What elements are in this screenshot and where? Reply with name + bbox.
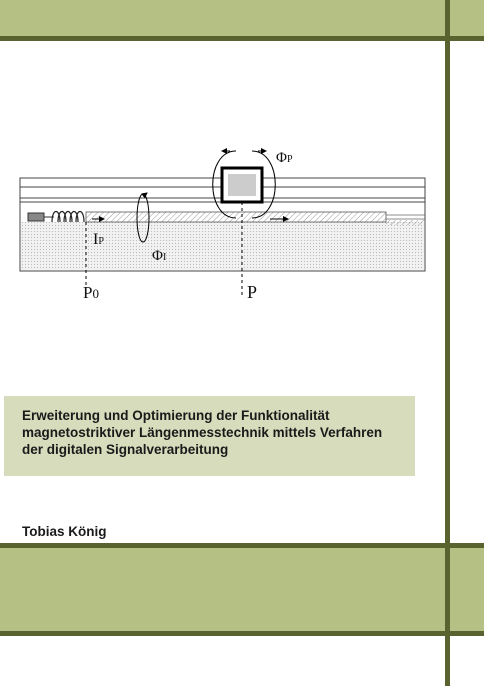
label-current: IP — [93, 231, 104, 248]
label-flux-current: ΦI — [152, 248, 167, 264]
author-name: Tobias König — [22, 524, 107, 539]
label-zero-point: P0 — [83, 283, 99, 302]
bottom-rule-upper — [0, 543, 484, 548]
top-rule — [0, 36, 484, 41]
label-flux-position: ΦP — [276, 150, 293, 166]
title-line-1: Erweiterung und Optimierung der Funktionalität — [22, 408, 330, 423]
right-vertical-rule — [445, 0, 450, 686]
pickup-element — [28, 213, 44, 221]
top-band — [0, 0, 484, 36]
title-line-3: der digitalen Signalverarbeitung — [22, 442, 229, 457]
sensor-diagram — [0, 140, 440, 310]
bottom-rule-lower — [0, 631, 484, 636]
title-line-2: magnetostriktiver Längenmesstechnik mittels Verfahren — [22, 425, 383, 440]
waveguide — [86, 212, 386, 222]
label-position: P — [247, 282, 258, 302]
document-title — [22, 407, 422, 458]
bottom-band — [0, 547, 484, 631]
